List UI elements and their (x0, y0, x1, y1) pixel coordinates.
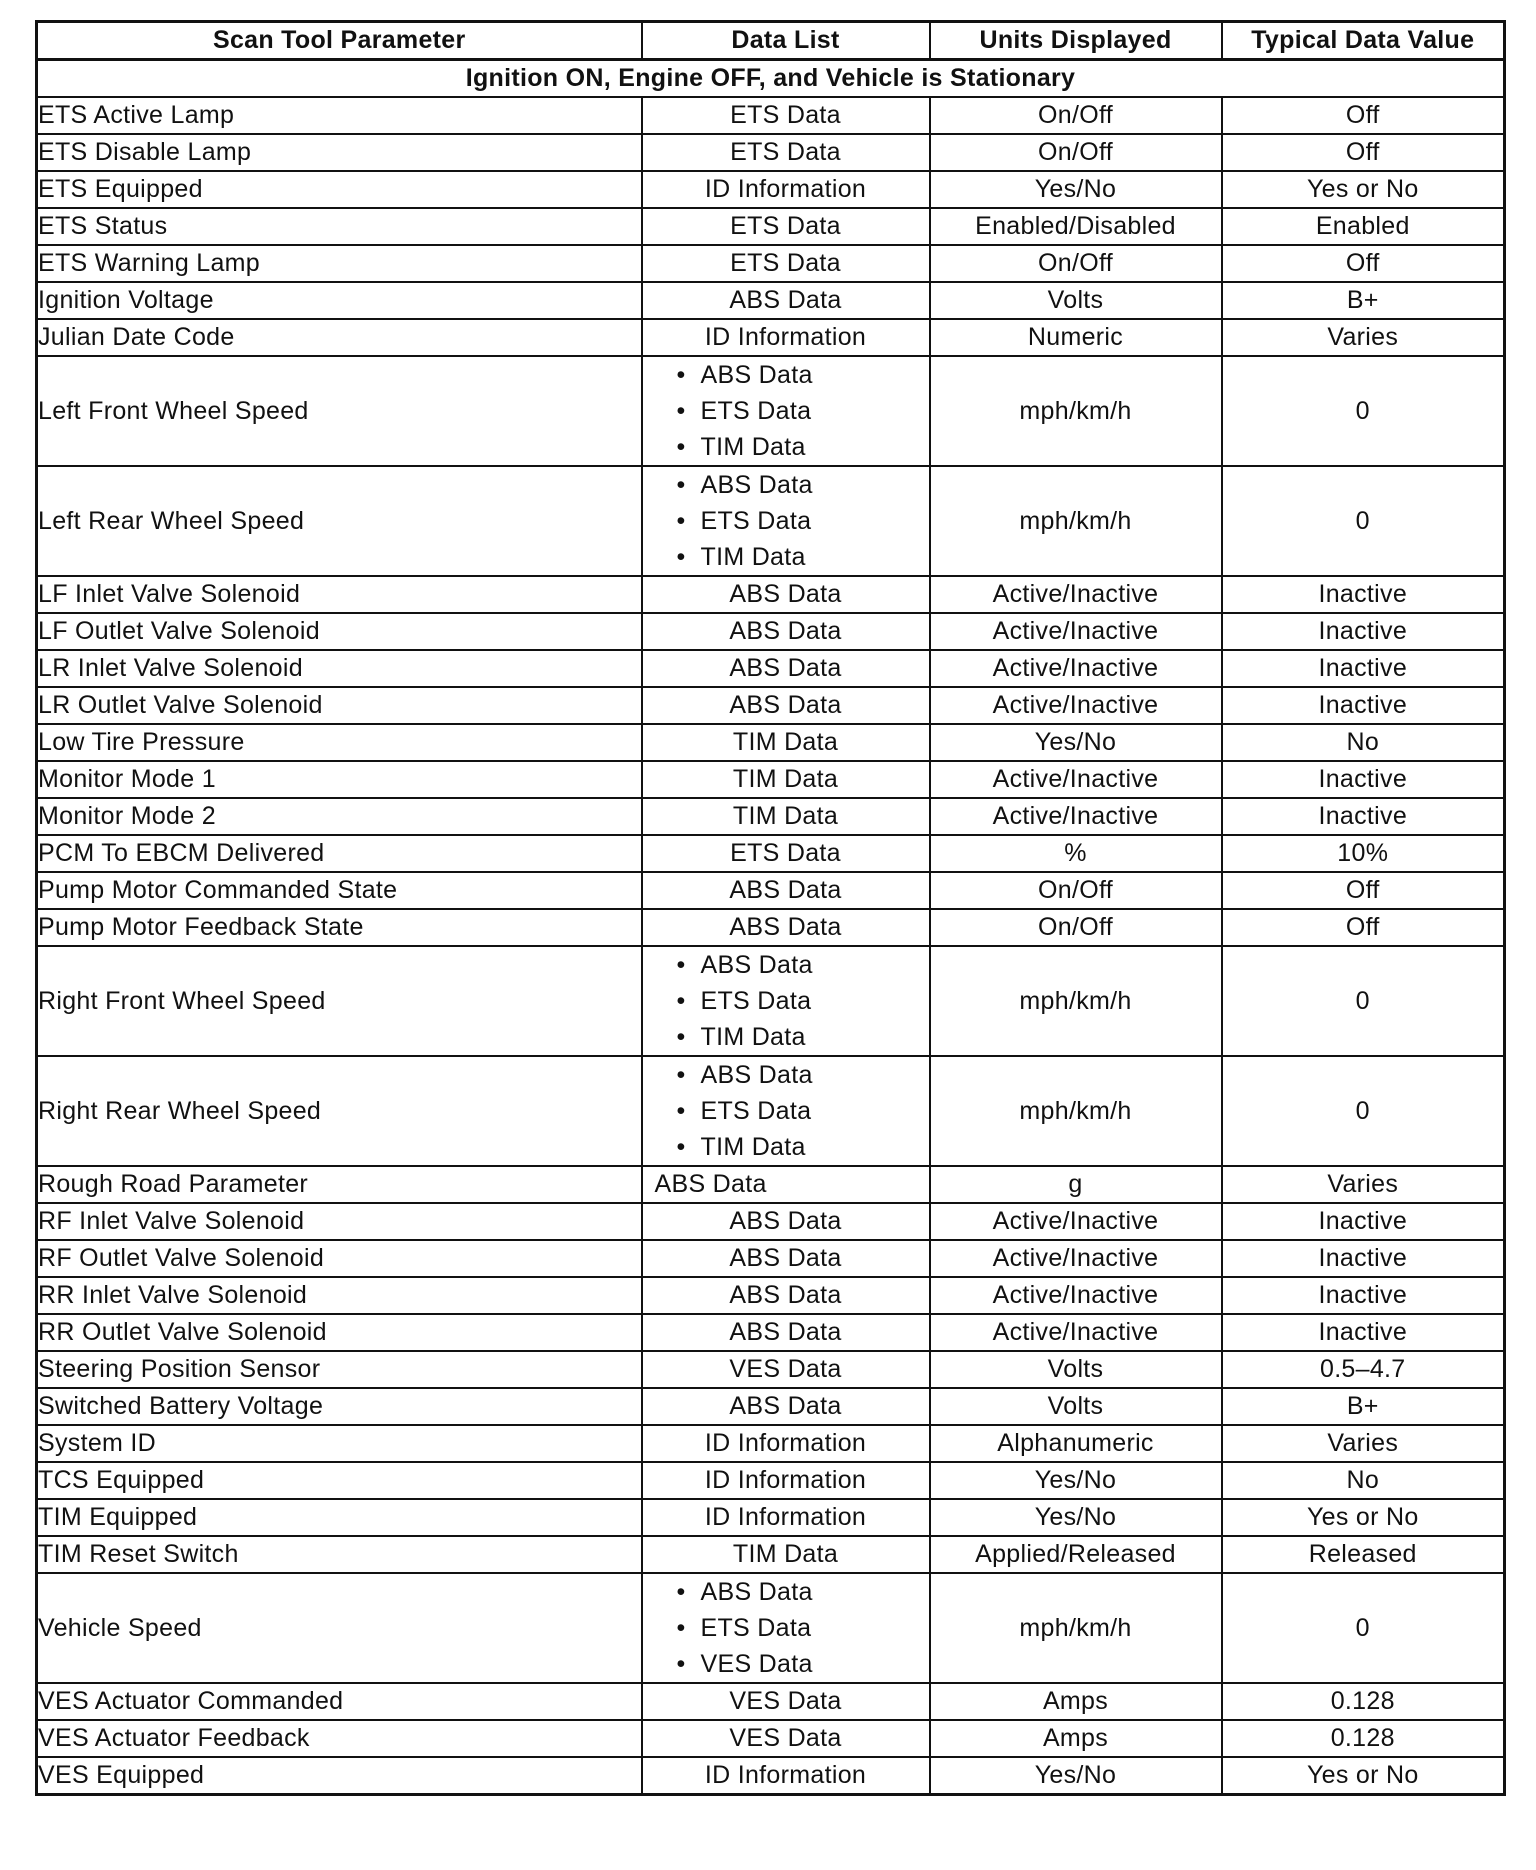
typical-value-cell: 0 (1222, 1056, 1505, 1166)
data-list-item (675, 1057, 929, 1093)
data-list-cell: ETS Data (642, 835, 930, 872)
header-data-list: Data List (642, 22, 930, 60)
typical-value-cell: Inactive (1222, 798, 1505, 835)
typical-value-cell: Inactive (1222, 650, 1505, 687)
units-cell: Active/Inactive (930, 1240, 1222, 1277)
typical-value-cell: Off (1222, 909, 1505, 946)
units-cell: Yes/No (930, 1462, 1222, 1499)
data-list-item (675, 1129, 929, 1165)
data-list-label: ETS Data (700, 1614, 812, 1642)
typical-value-cell: Inactive (1222, 1314, 1505, 1351)
parameter-cell: LF Outlet Valve Solenoid (37, 613, 642, 650)
bullet-icon: • (676, 951, 686, 979)
data-list-cell: ID Information (642, 171, 930, 208)
units-cell: Active/Inactive (930, 1314, 1222, 1351)
data-list-item (675, 1093, 929, 1129)
typical-value-cell: Off (1222, 134, 1505, 171)
parameter-cell: Switched Battery Voltage (37, 1388, 642, 1425)
data-list-cell: ABS Data (642, 613, 930, 650)
table-row (37, 1240, 1505, 1277)
data-list-bullets (643, 357, 929, 465)
typical-value-cell: Varies (1222, 1425, 1505, 1462)
typical-value-cell: Inactive (1222, 1240, 1505, 1277)
data-list-label: ETS Data (700, 507, 812, 535)
bullet-icon: • (676, 1133, 686, 1161)
table-row (37, 798, 1505, 835)
table-row (37, 650, 1505, 687)
data-list-item (675, 429, 929, 465)
data-list-item (675, 947, 929, 983)
data-list-cell: ID Information (642, 1425, 930, 1462)
parameter-cell: ETS Status (37, 208, 642, 245)
bullet-icon: • (676, 471, 686, 499)
data-list-cell: ABS Data (642, 872, 930, 909)
bullet-icon: • (676, 543, 686, 571)
units-cell: Yes/No (930, 1757, 1222, 1795)
parameter-cell: VES Actuator Commanded (37, 1683, 642, 1720)
table-row (37, 576, 1505, 613)
table-row (37, 1166, 1505, 1203)
bullet-icon: • (676, 397, 686, 425)
data-list-label: TIM Data (700, 1023, 806, 1051)
units-cell: Volts (930, 1388, 1222, 1425)
parameter-cell: Monitor Mode 2 (37, 798, 642, 835)
units-cell: On/Off (930, 134, 1222, 171)
data-list-label: ETS Data (700, 397, 812, 425)
parameter-cell: RR Inlet Valve Solenoid (37, 1277, 642, 1314)
typical-value-cell: Yes or No (1222, 171, 1505, 208)
parameter-cell: TIM Equipped (37, 1499, 642, 1536)
typical-value-cell: Inactive (1222, 613, 1505, 650)
data-list-bullets (643, 1057, 929, 1165)
data-list-cell: ABS Data (642, 1166, 930, 1203)
table-row (37, 946, 1505, 1056)
bullet-icon: • (676, 507, 686, 535)
table-row (37, 1056, 1505, 1166)
data-list-cell: TIM Data (642, 724, 930, 761)
data-list-item (675, 1646, 929, 1682)
data-list-cell (642, 946, 930, 1056)
data-list-cell: ETS Data (642, 245, 930, 282)
typical-value-cell: 0 (1222, 946, 1505, 1056)
data-list-item (675, 467, 929, 503)
table-row (37, 1757, 1505, 1795)
typical-value-cell: Released (1222, 1536, 1505, 1573)
table-row (37, 724, 1505, 761)
units-cell: Amps (930, 1683, 1222, 1720)
typical-value-cell: 0.128 (1222, 1683, 1505, 1720)
parameter-cell: VES Actuator Feedback (37, 1720, 642, 1757)
parameter-cell: Low Tire Pressure (37, 724, 642, 761)
data-list-cell: ABS Data (642, 576, 930, 613)
typical-value-cell: 0.5–4.7 (1222, 1351, 1505, 1388)
section-title: Ignition ON, Engine OFF, and Vehicle is Stationary (37, 60, 1505, 98)
table-row (37, 1314, 1505, 1351)
table-row (37, 1388, 1505, 1425)
units-cell: Volts (930, 1351, 1222, 1388)
data-list-cell: ABS Data (642, 650, 930, 687)
data-list-cell: ABS Data (642, 687, 930, 724)
data-list-bullets (643, 467, 929, 575)
table-row (37, 208, 1505, 245)
data-list-label: VES Data (700, 1650, 813, 1678)
typical-value-cell: Inactive (1222, 1277, 1505, 1314)
scan-tool-data-table (35, 20, 1506, 1796)
table-row (37, 687, 1505, 724)
parameter-cell: LF Inlet Valve Solenoid (37, 576, 642, 613)
bullet-icon: • (676, 987, 686, 1015)
units-cell: Volts (930, 282, 1222, 319)
data-list-item (675, 393, 929, 429)
table-row (37, 466, 1505, 576)
section-row (37, 60, 1505, 98)
data-list-cell (642, 356, 930, 466)
parameter-cell: Pump Motor Commanded State (37, 872, 642, 909)
data-list-cell: TIM Data (642, 798, 930, 835)
header-typical-data-value: Typical Data Value (1222, 22, 1505, 60)
units-cell: % (930, 835, 1222, 872)
parameter-cell: TIM Reset Switch (37, 1536, 642, 1573)
data-list-cell: VES Data (642, 1683, 930, 1720)
units-cell: mph/km/h (930, 356, 1222, 466)
data-list-cell: VES Data (642, 1351, 930, 1388)
table-row (37, 1425, 1505, 1462)
parameter-cell: LR Outlet Valve Solenoid (37, 687, 642, 724)
data-list-bullets (643, 1574, 929, 1682)
table-row (37, 1683, 1505, 1720)
data-list-item (675, 539, 929, 575)
parameter-cell: Right Front Wheel Speed (37, 946, 642, 1056)
table-row (37, 1462, 1505, 1499)
units-cell: Active/Inactive (930, 761, 1222, 798)
data-list-cell: ID Information (642, 1462, 930, 1499)
units-cell: Active/Inactive (930, 798, 1222, 835)
bullet-icon: • (676, 1097, 686, 1125)
data-list-cell: ID Information (642, 319, 930, 356)
parameter-cell: RR Outlet Valve Solenoid (37, 1314, 642, 1351)
bullet-icon: • (676, 1061, 686, 1089)
parameter-cell: Left Rear Wheel Speed (37, 466, 642, 576)
units-cell: mph/km/h (930, 946, 1222, 1056)
units-cell: Alphanumeric (930, 1425, 1222, 1462)
data-list-cell (642, 466, 930, 576)
parameter-cell: TCS Equipped (37, 1462, 642, 1499)
units-cell: Active/Inactive (930, 1277, 1222, 1314)
units-cell: On/Off (930, 97, 1222, 134)
table-row (37, 909, 1505, 946)
typical-value-cell: Off (1222, 245, 1505, 282)
typical-value-cell: Varies (1222, 319, 1505, 356)
data-list-label: ABS Data (700, 1578, 813, 1606)
parameter-cell: LR Inlet Valve Solenoid (37, 650, 642, 687)
units-cell: Active/Inactive (930, 576, 1222, 613)
data-list-label: ABS Data (700, 1061, 813, 1089)
units-cell: mph/km/h (930, 466, 1222, 576)
units-cell: Yes/No (930, 1499, 1222, 1536)
data-list-item (675, 503, 929, 539)
units-cell: Yes/No (930, 171, 1222, 208)
data-list-cell (642, 1573, 930, 1683)
table-row (37, 1203, 1505, 1240)
typical-value-cell: 0 (1222, 466, 1505, 576)
data-list-cell: VES Data (642, 1720, 930, 1757)
units-cell: Applied/Released (930, 1536, 1222, 1573)
parameter-cell: Monitor Mode 1 (37, 761, 642, 798)
typical-value-cell: Off (1222, 97, 1505, 134)
parameter-cell: Left Front Wheel Speed (37, 356, 642, 466)
parameter-cell: Ignition Voltage (37, 282, 642, 319)
units-cell: Active/Inactive (930, 1203, 1222, 1240)
table-row (37, 835, 1505, 872)
typical-value-cell: Inactive (1222, 761, 1505, 798)
table-row (37, 245, 1505, 282)
parameter-cell: PCM To EBCM Delivered (37, 835, 642, 872)
data-list-label: ABS Data (700, 471, 813, 499)
parameter-cell: ETS Active Lamp (37, 97, 642, 134)
table-row (37, 97, 1505, 134)
typical-value-cell: Yes or No (1222, 1757, 1505, 1795)
table-row (37, 134, 1505, 171)
table-row (37, 872, 1505, 909)
data-list-cell (642, 1056, 930, 1166)
typical-value-cell: Inactive (1222, 576, 1505, 613)
typical-value-cell: B+ (1222, 282, 1505, 319)
parameter-cell: RF Inlet Valve Solenoid (37, 1203, 642, 1240)
data-list-item (675, 1610, 929, 1646)
data-list-cell: ABS Data (642, 282, 930, 319)
parameter-cell: Pump Motor Feedback State (37, 909, 642, 946)
data-list-cell: ID Information (642, 1757, 930, 1795)
bullet-icon: • (676, 1614, 686, 1642)
table-header-row (37, 22, 1505, 60)
table-row (37, 613, 1505, 650)
units-cell: mph/km/h (930, 1573, 1222, 1683)
data-list-cell: TIM Data (642, 761, 930, 798)
units-cell: Numeric (930, 319, 1222, 356)
data-list-cell: ABS Data (642, 1277, 930, 1314)
table-row (37, 356, 1505, 466)
data-list-cell: ETS Data (642, 208, 930, 245)
parameter-cell: Vehicle Speed (37, 1573, 642, 1683)
header-units-displayed: Units Displayed (930, 22, 1222, 60)
units-cell: g (930, 1166, 1222, 1203)
table-row (37, 761, 1505, 798)
bullet-icon: • (676, 433, 686, 461)
parameter-cell: Steering Position Sensor (37, 1351, 642, 1388)
parameter-cell: Julian Date Code (37, 319, 642, 356)
scan-tool-data-sheet (35, 20, 1506, 1796)
table-row (37, 1277, 1505, 1314)
data-list-label: TIM Data (700, 433, 806, 461)
header-scan-tool-parameter: Scan Tool Parameter (37, 22, 642, 60)
data-list-item (675, 1574, 929, 1610)
typical-value-cell: Varies (1222, 1166, 1505, 1203)
data-list-label: TIM Data (700, 1133, 806, 1161)
units-cell: On/Off (930, 245, 1222, 282)
data-list-cell: ETS Data (642, 97, 930, 134)
data-list-label: ETS Data (700, 1097, 812, 1125)
typical-value-cell: Inactive (1222, 1203, 1505, 1240)
bullet-icon: • (676, 1650, 686, 1678)
typical-value-cell: 0 (1222, 356, 1505, 466)
data-list-label: ABS Data (700, 361, 813, 389)
typical-value-cell: B+ (1222, 1388, 1505, 1425)
parameter-cell: Rough Road Parameter (37, 1166, 642, 1203)
data-list-cell: ETS Data (642, 134, 930, 171)
units-cell: Active/Inactive (930, 613, 1222, 650)
data-list-cell: ABS Data (642, 1203, 930, 1240)
data-list-cell: ABS Data (642, 1388, 930, 1425)
bullet-icon: • (676, 1023, 686, 1051)
table-row (37, 282, 1505, 319)
table-row (37, 1573, 1505, 1683)
units-cell: Active/Inactive (930, 687, 1222, 724)
data-list-item (675, 983, 929, 1019)
units-cell: Active/Inactive (930, 650, 1222, 687)
data-list-cell: ABS Data (642, 909, 930, 946)
data-list-label: ABS Data (700, 951, 813, 979)
table-row (37, 1536, 1505, 1573)
table-row (37, 1351, 1505, 1388)
units-cell: On/Off (930, 909, 1222, 946)
parameter-cell: ETS Warning Lamp (37, 245, 642, 282)
typical-value-cell: Off (1222, 872, 1505, 909)
units-cell: On/Off (930, 872, 1222, 909)
table-row (37, 1499, 1505, 1536)
typical-value-cell: Enabled (1222, 208, 1505, 245)
typical-value-cell: Yes or No (1222, 1499, 1505, 1536)
units-cell: Enabled/Disabled (930, 208, 1222, 245)
parameter-cell: ETS Disable Lamp (37, 134, 642, 171)
table-row (37, 319, 1505, 356)
data-list-item (675, 357, 929, 393)
data-list-cell: ABS Data (642, 1314, 930, 1351)
units-cell: Amps (930, 1720, 1222, 1757)
data-list-label: ETS Data (700, 987, 812, 1015)
data-list-label: TIM Data (700, 543, 806, 571)
table-row (37, 1720, 1505, 1757)
units-cell: mph/km/h (930, 1056, 1222, 1166)
typical-value-cell: 10% (1222, 835, 1505, 872)
parameter-cell: Right Rear Wheel Speed (37, 1056, 642, 1166)
bullet-icon: • (676, 361, 686, 389)
parameter-cell: ETS Equipped (37, 171, 642, 208)
data-list-bullets (643, 947, 929, 1055)
typical-value-cell: 0.128 (1222, 1720, 1505, 1757)
parameter-cell: VES Equipped (37, 1757, 642, 1795)
table-row (37, 171, 1505, 208)
typical-value-cell: 0 (1222, 1573, 1505, 1683)
data-list-item (675, 1019, 929, 1055)
table-body (37, 60, 1505, 1795)
bullet-icon: • (676, 1578, 686, 1606)
typical-value-cell: Inactive (1222, 687, 1505, 724)
typical-value-cell: No (1222, 1462, 1505, 1499)
units-cell: Yes/No (930, 724, 1222, 761)
data-list-cell: TIM Data (642, 1536, 930, 1573)
parameter-cell: RF Outlet Valve Solenoid (37, 1240, 642, 1277)
data-list-cell: ABS Data (642, 1240, 930, 1277)
parameter-cell: System ID (37, 1425, 642, 1462)
data-list-cell: ID Information (642, 1499, 930, 1536)
typical-value-cell: No (1222, 724, 1505, 761)
